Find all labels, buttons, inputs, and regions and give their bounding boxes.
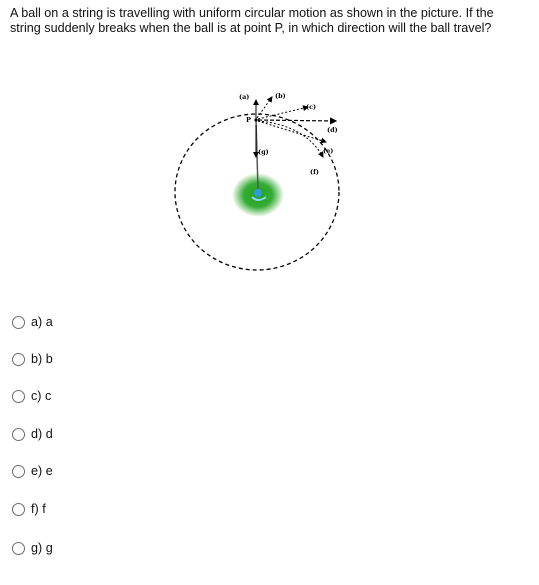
label-e: (e) bbox=[323, 147, 334, 155]
circular-motion-figure bbox=[160, 85, 360, 275]
arrow-e bbox=[258, 121, 326, 142]
radio-a[interactable] bbox=[12, 316, 25, 329]
option-e-label: e) e bbox=[31, 464, 53, 478]
radio-c[interactable] bbox=[12, 390, 25, 403]
option-f[interactable] bbox=[12, 499, 46, 519]
option-f-label: f) f bbox=[31, 502, 46, 516]
arrow-d bbox=[258, 120, 336, 121]
option-g[interactable] bbox=[12, 538, 53, 558]
option-e[interactable] bbox=[12, 461, 53, 481]
label-f: (f) bbox=[310, 168, 319, 176]
arrow-b bbox=[257, 97, 272, 118]
option-c[interactable] bbox=[12, 386, 51, 406]
option-b-label: b) b bbox=[31, 352, 53, 366]
label-a: (a) bbox=[239, 93, 250, 101]
option-a[interactable] bbox=[12, 312, 53, 332]
label-b: (b) bbox=[275, 92, 286, 100]
radio-b[interactable] bbox=[12, 353, 25, 366]
option-c-label: c) c bbox=[31, 389, 52, 403]
option-d[interactable] bbox=[12, 424, 53, 444]
circular-motion-diagram bbox=[160, 85, 360, 275]
point-p-marker bbox=[254, 118, 257, 121]
question-text: A ball on a string is travelling with uniform circular motion as shown in the picture. If the string suddenly breaks when the ball is at point P, in which direction will the ball travel? bbox=[10, 6, 494, 35]
hand-center bbox=[254, 189, 262, 197]
arrow-c bbox=[258, 107, 308, 119]
point-p-label: P bbox=[246, 116, 251, 124]
option-d-label: d) d bbox=[31, 427, 53, 441]
option-a-label: a) a bbox=[31, 315, 53, 329]
radio-e[interactable] bbox=[12, 465, 25, 478]
radio-f[interactable] bbox=[12, 503, 25, 516]
option-g-label: g) g bbox=[31, 541, 53, 555]
option-b[interactable] bbox=[12, 349, 53, 369]
radio-d[interactable] bbox=[12, 428, 25, 441]
label-d: (d) bbox=[327, 126, 338, 134]
label-g: (g) bbox=[258, 148, 269, 156]
label-c: (c) bbox=[306, 103, 317, 111]
radio-g[interactable] bbox=[12, 542, 25, 555]
